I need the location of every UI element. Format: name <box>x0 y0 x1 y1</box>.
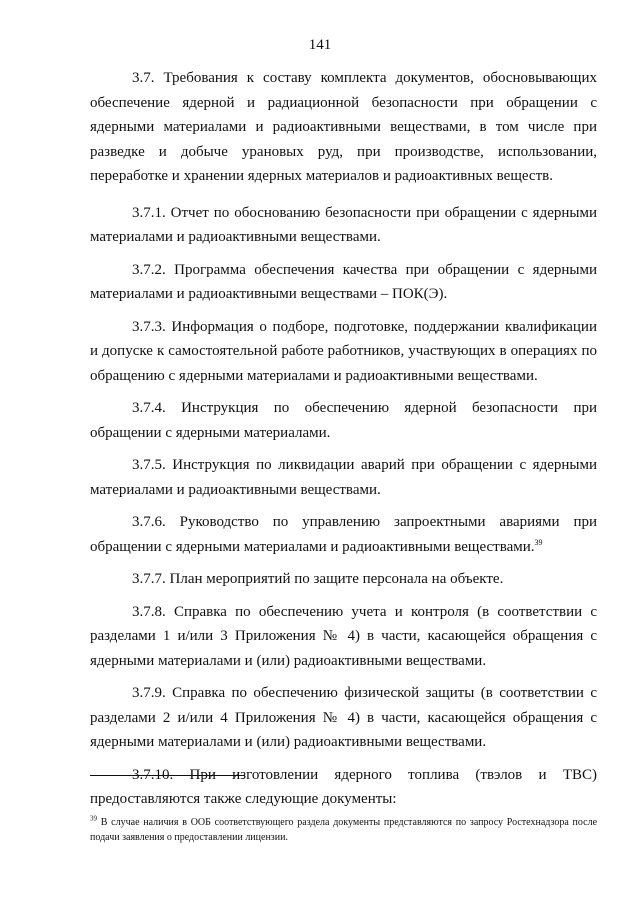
item-3-7-10: 3.7.10. При изготовлении ядерного топлива (твэлов и ТВС) предоставляются также следующие документы: <box>90 766 597 807</box>
item-3-7-1: 3.7.1. Отчет по обоснованию безопасности при обращении с ядерными материалами и радиоактивными веществами. <box>90 204 597 245</box>
item-3-7-4: 3.7.4. Инструкция по обеспечению ядерной безопасности при обращении с ядерными материалами. <box>90 400 597 441</box>
item-3-7-6 <box>90 510 597 559</box>
page-number: 141 <box>308 37 332 53</box>
item-3-7-8: 3.7.8. Справка по обеспечению учета и контроля (в соответствии с разделами 1 и/или 3 Приложения № 4) в части, касающейся обращения с ядерными материалами и (или) радиоактивными веществами. <box>90 603 597 669</box>
item-3-7-3: 3.7.3. Информация о подборе, подготовке, поддержании квалификации и допуске к самостоятельной работе работников, участвующих в операциях по обращению с ядерными материалами и радиоактивными веществами. <box>90 318 597 384</box>
item-3-7-7: 3.7.7. План мероприятий по защите персонала на объекте. <box>132 571 504 587</box>
item-3-7-9: 3.7.9. Справка по обеспечению физической защиты (в соответствии с разделами 2 и/или 4 Приложения № 4) в части, касающейся обращения с ядерными материалами и (или) радиоактивными веществами. <box>90 685 597 750</box>
footnote-reference: 39 <box>534 537 543 547</box>
footnote <box>90 815 597 845</box>
document-body <box>90 66 597 820</box>
footnote-marker: 39 <box>90 814 97 823</box>
section-3-7: 3.7. Требования к составу комплекта документов, обосновывающих обеспечение ядерной и радиационной безопасности при обращении с ядерными материалами и радиоактивными веществами, в том числе при разведке и добыче урановых руд, при производстве, использовании, переработке и хранении ядерных материалов и радиоактивных веществ. <box>90 70 597 184</box>
footnote-separator <box>90 775 245 776</box>
item-3-7-5: 3.7.5. Инструкция по ликвидации аварий при обращении с ядерными материалами и радиоактивными веществами. <box>90 457 597 498</box>
item-3-7-2: 3.7.2. Программа обеспечения качества при обращении с ядерными материалами и радиоактивными веществами – ПОК(Э). <box>90 261 597 302</box>
item-3-7-6-text: 3.7.6. Руководство по управлению запроектными авариями при обращении с ядерными материалами и радиоактивными веществами. <box>90 514 597 555</box>
footnote-text: В случае наличия в ООБ соответствующего раздела документы представляются по запросу Ростехнадзора после подачи заявления о предоставлении лицензии. <box>90 817 598 843</box>
